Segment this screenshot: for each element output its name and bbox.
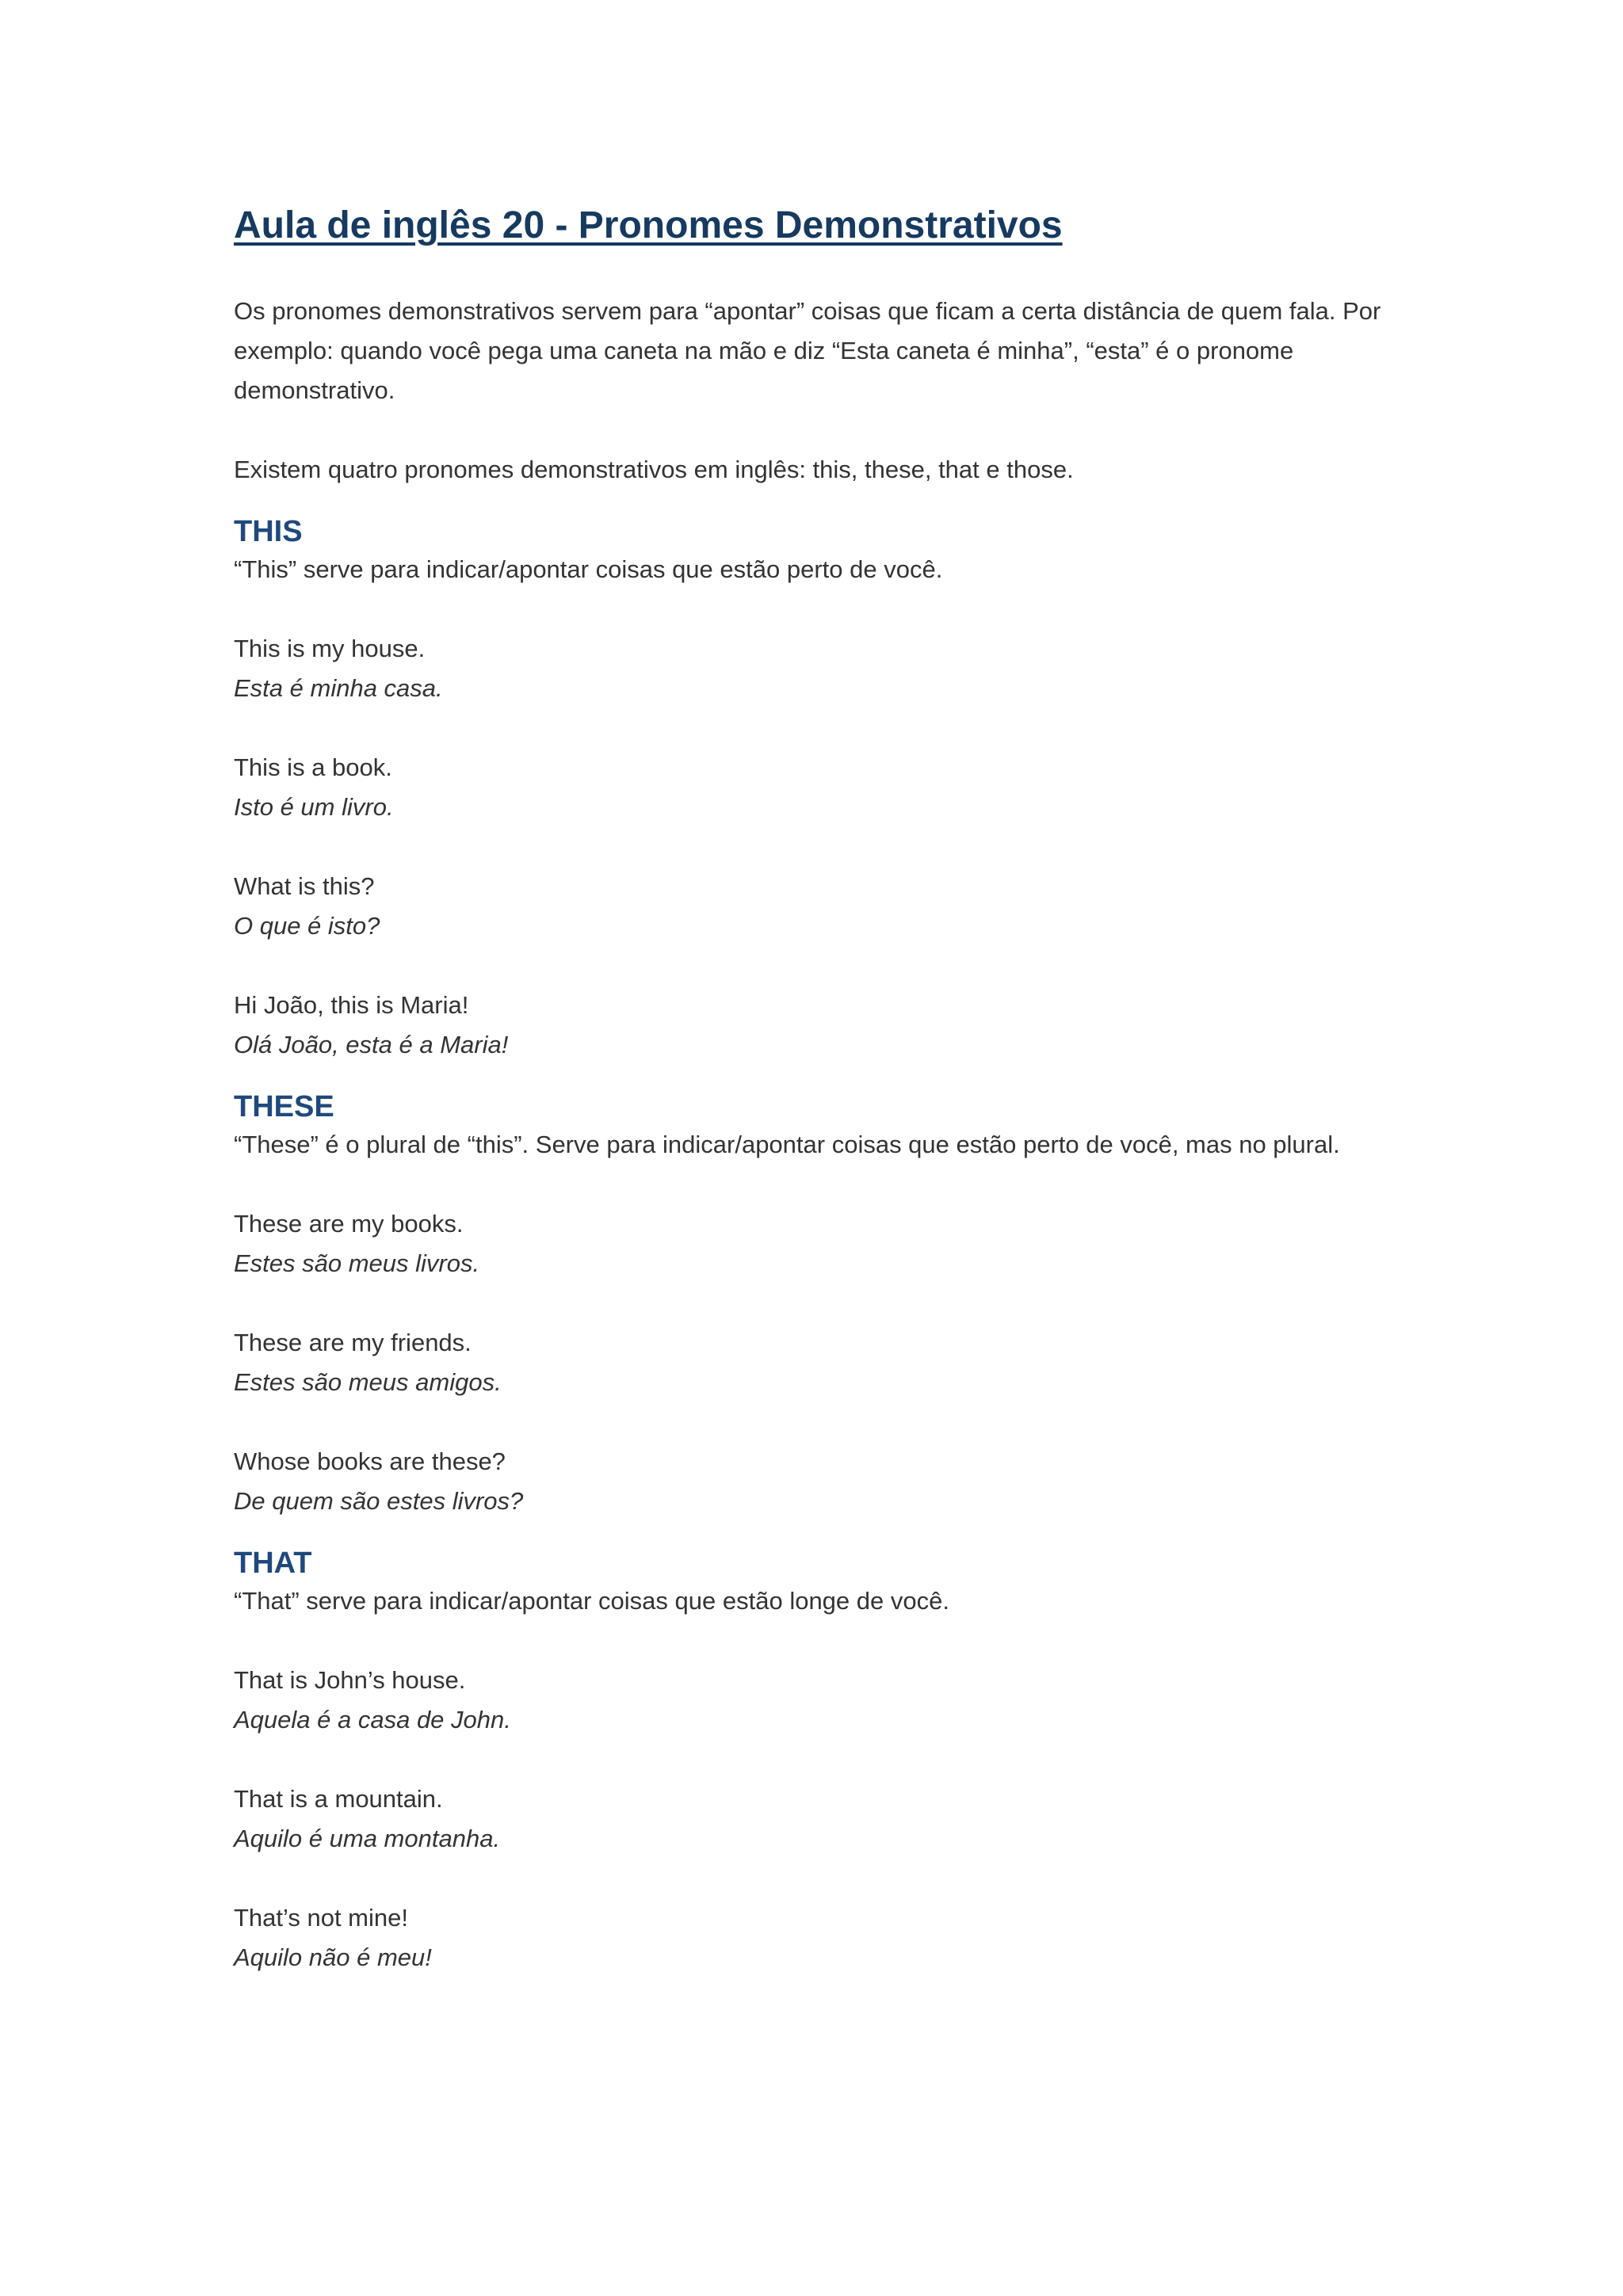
example-item — [234, 986, 1391, 1065]
example-english: This is my house. — [234, 635, 426, 662]
section-heading: THIS — [234, 515, 303, 548]
example-translation: O que é isto? — [234, 912, 380, 940]
example-item — [234, 1779, 1391, 1859]
intro-paragraph-2: Existem quatro pronomes demonstrativos em inglês: this, these, that e those. — [234, 456, 1074, 483]
example-translation: Olá João, esta é a Maria! — [234, 1031, 509, 1058]
example-english: What is this? — [234, 872, 375, 900]
example-translation: Estes são meus amigos. — [234, 1368, 502, 1396]
section-description: “These” é o plural de “this”. Serve para indicar/apontar coisas que estão perto de você, mas no plural. — [234, 1131, 1340, 1158]
example-translation: Aquela é a casa de John. — [234, 1706, 511, 1733]
example-english: Hi João, this is Maria! — [234, 991, 469, 1019]
section-these — [234, 1089, 1391, 1521]
section-heading: THESE — [234, 1090, 334, 1123]
example-item — [234, 748, 1391, 827]
example-item — [234, 1204, 1391, 1283]
section-description: “This” serve para indicar/apontar coisas que estão perto de você. — [234, 555, 943, 583]
example-translation: Esta é minha casa. — [234, 674, 443, 702]
example-translation: Estes são meus livros. — [234, 1249, 480, 1277]
example-translation: Aquilo não é meu! — [234, 1943, 432, 1971]
example-item — [234, 629, 1391, 708]
example-translation: Isto é um livro. — [234, 793, 394, 821]
page-title: Aula de inglês 20 - Pronomes Demonstrativos — [234, 204, 1063, 246]
example-english: These are my friends. — [234, 1329, 472, 1356]
example-english: That is John’s house. — [234, 1666, 466, 1694]
example-english: That is a mountain. — [234, 1785, 443, 1813]
example-item — [234, 1898, 1391, 1978]
example-translation: Aquilo é uma montanha. — [234, 1825, 501, 1852]
document-page — [234, 202, 1391, 1978]
section-that — [234, 1545, 1391, 1978]
example-item — [234, 1442, 1391, 1521]
section-heading: THAT — [234, 1547, 312, 1580]
example-item — [234, 867, 1391, 946]
example-english: This is a book. — [234, 753, 392, 781]
example-english: That’s not mine! — [234, 1904, 408, 1932]
section-this — [234, 513, 1391, 1065]
section-description: “That” serve para indicar/apontar coisas que estão longe de você. — [234, 1587, 949, 1615]
example-english: These are my books. — [234, 1210, 464, 1238]
example-english: Whose books are these? — [234, 1447, 506, 1475]
example-item — [234, 1323, 1391, 1402]
example-item — [234, 1661, 1391, 1740]
example-translation: De quem são estes livros? — [234, 1487, 524, 1515]
intro-paragraph: Os pronomes demonstrativos servem para “apontar” coisas que ficam a certa distância de quem fala. Por exemplo: quando você pega uma caneta na mão e diz “Esta caneta é minha”, “esta” é o pronome demonstrativo. — [234, 297, 1381, 404]
